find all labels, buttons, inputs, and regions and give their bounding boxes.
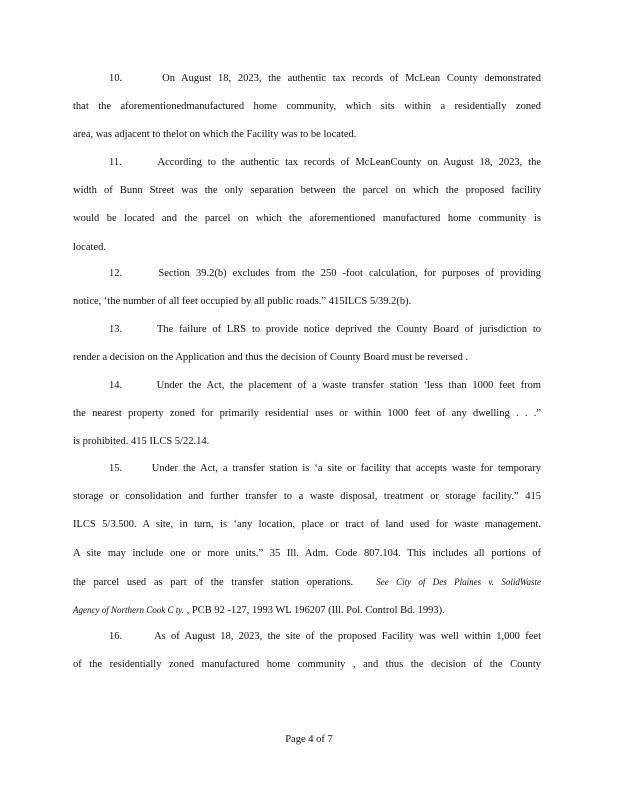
paragraph-number: 14. — [109, 380, 123, 391]
paragraph-15-line-6 — [73, 596, 541, 624]
paragraph-10-line-3: area, was adjacent to thelot on which the Facility was to be located. — [73, 129, 357, 141]
paragraph-15 — [73, 455, 541, 624]
paragraph-number: 11. — [109, 157, 122, 168]
case-citation: See City of Des Plaines v. SolidWaste — [376, 576, 541, 587]
paragraph-12-line-2: notice, ‘the number of all feet occupied by all public roads.” 415ILCS 5/39.2(b). — [73, 296, 412, 308]
paragraph-number: 16. — [109, 631, 123, 642]
paragraph-number: 15. — [109, 463, 123, 474]
paragraph-text: Section 39.2(b) excludes from the 250 -foot calculation, for purposes of providing — [158, 268, 541, 279]
paragraph-10-line-1 — [73, 65, 541, 93]
paragraph-15-line-4: A site may include one or more units.” 35 Ill. Adm. Code 807.104. This includes all portions of — [73, 547, 541, 559]
paragraph-13-line-2: render a decision on the Application and thus the decision of County Board must be reversed . — [73, 352, 469, 364]
case-citation-cont: Agency of Northern Cook C ty. — [73, 604, 184, 615]
paragraph-11-line-3: would be located and the parcel on which the aforementioned manufactured home community is — [73, 213, 541, 225]
paragraph-16 — [73, 623, 541, 679]
page-number-footer: Page 4 of 7 — [285, 734, 333, 745]
paragraph-number: 13. — [109, 324, 123, 335]
paragraph-15-line-2: storage or consolidation and further transfer to a waste disposal, treatment or storage facility.” 415 — [73, 491, 541, 503]
paragraph-11-line-1 — [73, 149, 541, 177]
paragraph-number: 10. — [109, 73, 123, 84]
paragraph-13 — [73, 316, 541, 372]
paragraph-10 — [73, 65, 541, 150]
paragraph-text: On August 18, 2023, the authentic tax records of McLean County demonstrated — [162, 73, 542, 84]
paragraph-text: Under the Act, a transfer station is ‘a site or facility that accepts waste for temporary — [151, 463, 541, 474]
paragraph-16-line-1 — [73, 623, 541, 651]
paragraph-13-line-1 — [73, 316, 541, 344]
citation-tail: , PCB 92 -127, 1993 WL 196207 (Ill. Pol. Control Bd. 1993). — [183, 604, 445, 616]
paragraph-14 — [73, 372, 541, 457]
paragraph-15-line-1 — [73, 455, 541, 483]
paragraph-12-line-1 — [73, 260, 541, 288]
paragraph-15-line-5 — [73, 568, 541, 596]
paragraph-10-line-2: that the aforementionedmanufactured home community, which sits within a residentially zoned — [73, 101, 541, 113]
citation-lead: the parcel used as part of the transfer station operations. — [73, 576, 354, 588]
paragraph-15-line-3: ILCS 5/3.500. A site, in turn, is ‘any location, place or tract of land used for waste management. — [73, 519, 541, 531]
paragraph-11-line-4: located. — [73, 241, 106, 253]
paragraph-text: According to the authentic tax records of McLeanCounty on August 18, 2023, the — [157, 157, 541, 168]
paragraph-14-line-1 — [73, 372, 541, 400]
paragraph-number: 12. — [109, 268, 123, 279]
paragraph-text: Under the Act, the placement of a waste transfer station ‘less than 1000 feet from — [156, 380, 541, 391]
paragraph-16-line-2: of the residentially zoned manufactured home community , and thus the decision of the County — [73, 659, 541, 671]
paragraph-12 — [73, 260, 541, 316]
paragraph-text: The failure of LRS to provide notice deprived the County Board of jurisdiction to — [156, 324, 542, 335]
paragraph-text: As of August 18, 2023, the site of the proposed Facility was well within 1,000 feet — [154, 631, 541, 642]
paragraph-11 — [73, 149, 541, 262]
paragraph-14-line-2: the nearest property zoned for primarily residential uses or within 1000 feet of any dwelling . . .” — [73, 408, 541, 420]
paragraph-11-line-2: width of Bunn Street was the only separation between the parcel on which the proposed facility — [73, 185, 541, 197]
paragraph-14-line-3: is prohibited. 415 ILCS 5/22.14. — [73, 436, 210, 448]
